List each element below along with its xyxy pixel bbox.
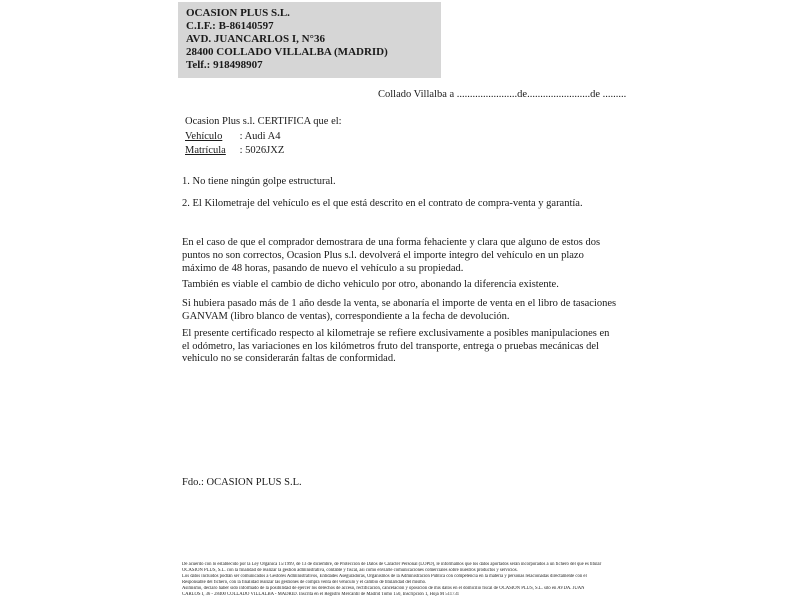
body-paragraphs <box>182 237 619 370</box>
company-phone: Telf.: 918498907 <box>186 59 263 71</box>
legal-footer <box>182 562 622 597</box>
paragraph-refund: En el caso de que el comprador demostrara de una forma fehaciente y clara que alguno de estos dos puntos no son correctos, Ocasion Plus s.l. devolverá el importe integro del vehículo en un plazo máximo de 48 horas, pasando de nuevo el vehículo a su propiedad. <box>182 237 601 274</box>
company-header-block <box>178 2 441 78</box>
point-1: 1. No tiene ningún golpe estructural. <box>182 176 336 187</box>
company-cif: C.I.F.: B-86140597 <box>186 20 274 32</box>
legal-line-2: OCASIÓN PLUS, S.L. con la finalidad de realizar la gestión administrativa, contable y fiscal, así como enviarle comunicaciones comerciales sobre nuestros productos y servicios. <box>182 567 518 573</box>
plate-row <box>185 144 342 159</box>
plate-value: : 5026JXZ <box>239 145 285 156</box>
paragraph-exchange: También es viable el cambio de dicho vehiculo por otro, abonando la diferencia existente. <box>182 279 559 291</box>
paragraph-odometer: El presente certificado respecto al kilometraje se refiere exclusivamente a posibles manipulaciones en el odómetro, las variaciones en los kilómetros fruto del transporte, entrega o pruebas mecánicas del vehiculo no se considerarán faltas de conformidad. <box>182 327 610 365</box>
legal-line-1: De acuerdo con lo establecido por la Ley Orgánica 15/1999, de 13 de diciembre, de Protección de Datos de Carácter Personal (LOPD), le informamos que los datos aportados serán incorporados a un fichero del que es titular <box>182 562 602 567</box>
certification-intro: Ocasion Plus s.l. CERTIFICA que el: <box>185 116 342 127</box>
signature-line: Fdo.: OCASION PLUS S.L. <box>182 477 302 488</box>
numbered-points <box>182 176 619 219</box>
vehicle-label: Vehículo <box>185 130 223 142</box>
date-line: Collado Villalba a .......................de........................de ......... <box>378 89 627 100</box>
plate-label: Matrícula <box>185 145 226 156</box>
company-city: 28400 COLLADO VILLALBA (MADRID) <box>186 46 388 58</box>
legal-line-3: Los datos incluidos podrán ser comunicados a Gestores Administrativos, Entidades Aseguradoras, Organismos de la Administración Pública con competencia en la materia y personas relacionadas directamente con el <box>182 573 587 579</box>
point-2: 2. El Kilometraje del vehículo es el que está descrito en el contrato de compra-venta y garantía. <box>182 197 583 209</box>
vehicle-row <box>185 130 342 145</box>
legal-line-6: CARLOS I, 36 - 28400 COLLADO VILLALBA - MADRID. Inscrita en el Registro Mercantil de Madrid Tomo 150, Inscripción 1, Hoja M 511731 <box>182 591 460 597</box>
paragraph-ganvam: Si hubiera pasado más de 1 año desde la venta, se abonaría el importe de venta en el libro de tasaciones GANVAM (libro blanco de ventas), correspondiente a la fecha de devolución. <box>182 298 617 322</box>
company-address: AVD. JUANCARLOS I, N°36 <box>186 33 325 45</box>
legal-line-5: Asimismo, declaro haber sido informado de la posibilidad de ejercer los derechos de acceso, rectificación, cancelación y oposición de mis datos en el domicilio fiscal de OCASIÓN PLUS, S.L. sito en AVDA. JUAN <box>182 585 585 591</box>
certification-block <box>185 115 342 159</box>
company-name: OCASION PLUS S.L. <box>186 7 290 19</box>
legal-line-4: Responsable del fichero, con la finalidad realizar las gestiones de compra venta del vehículo y el cambio de titularidad del mismo. <box>182 579 427 585</box>
vehicle-value: : Audi A4 <box>239 130 281 142</box>
